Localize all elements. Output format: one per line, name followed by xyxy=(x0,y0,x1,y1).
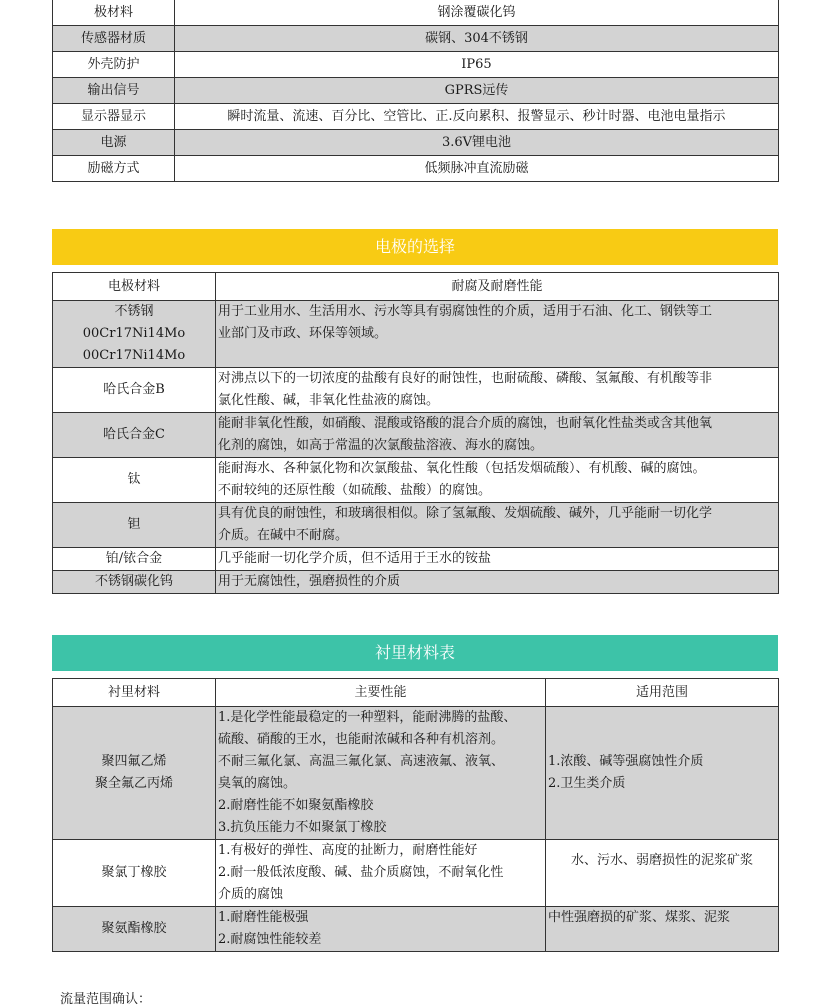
desc-cell: 用于无腐蚀性，强磨损性的介质 xyxy=(216,571,779,594)
table-row xyxy=(53,907,779,952)
table-header-row xyxy=(53,273,779,301)
range-line: 1.浓酸、碱等强腐蚀性介质 xyxy=(548,754,704,769)
electrode-table xyxy=(52,272,779,594)
perf-line: 臭氧的腐蚀。 xyxy=(218,776,297,791)
table-row xyxy=(53,503,779,548)
desc-line: 用于工业用水、生活用水、污水等具有弱腐蚀性的介质，适用于石油、化工、钢铁等工 xyxy=(218,304,713,319)
desc-cell xyxy=(216,413,779,458)
desc-line: 能耐非氧化性酸，如硝酸、混酸或铬酸的混合介质的腐蚀，也耐氧化性盐类或含其他氧 xyxy=(218,416,713,431)
table-row xyxy=(53,571,779,594)
desc-line: 氯化性酸、碱，非氧化性盐液的腐蚀。 xyxy=(218,393,440,408)
perf-line: 3.抗负压能力不如聚氯丁橡胶 xyxy=(218,820,387,835)
desc-line: 对沸点以下的一切浓度的盐酸有良好的耐蚀性，也耐硫酸、磷酸、氢氟酸、有机酸等非 xyxy=(218,371,713,386)
desc-cell xyxy=(216,458,779,503)
desc-line: 能耐海水、各种氯化物和次氯酸盐、氧化性酸（包括发烟硫酸）、有机酸、碱的腐蚀。 xyxy=(218,461,706,476)
electrode-section-title: 电极的选择 xyxy=(52,229,778,265)
range-cell: 中性强磨损的矿浆、煤浆、泥浆 xyxy=(546,907,779,952)
perf-line: 1.耐磨性能极强 xyxy=(218,910,309,925)
material-cell: 钽 xyxy=(53,503,216,548)
spec-label: 极材料 xyxy=(53,0,175,26)
perf-line: 2.耐腐蚀性能较差 xyxy=(218,932,322,947)
table-row xyxy=(53,26,779,52)
material-cell: 哈氏合金C xyxy=(53,413,216,458)
material-cell: 铂/铱合金 xyxy=(53,548,216,571)
table-row xyxy=(53,0,779,26)
desc-line: 具有优良的耐蚀性，和玻璃很相似。除了氢氟酸、发烟硫酸、碱外，几乎能耐一切化学 xyxy=(218,506,713,521)
table-row xyxy=(53,413,779,458)
material-line: 聚全氟乙丙烯 xyxy=(94,776,173,791)
material-cell: 钛 xyxy=(53,458,216,503)
desc-cell xyxy=(216,368,779,413)
table-row xyxy=(53,840,779,907)
desc-line: 介质。在碱中不耐腐。 xyxy=(218,528,349,543)
perf-line: 1.是化学性能最稳定的一种塑料，能耐沸腾的盐酸、 xyxy=(218,710,517,725)
flow-range-label: 流量范围确认： xyxy=(60,992,152,1007)
perf-line: 不耐三氟化氯、高温三氟化氯、高速液氟、液氧、 xyxy=(218,754,505,769)
spec-label: 输出信号 xyxy=(53,78,175,104)
perf-line: 1.有极好的弹性、高度的扯断力，耐磨性能好 xyxy=(218,843,478,858)
table-row xyxy=(53,156,779,182)
material-cell: 哈氏合金B xyxy=(53,368,216,413)
column-header: 电极材料 xyxy=(53,273,216,301)
spec-value: GPRS远传 xyxy=(175,78,779,104)
desc-line: 化剂的腐蚀，如高于常温的次氯酸盐溶液、海水的腐蚀。 xyxy=(218,438,544,453)
range-cell xyxy=(546,707,779,840)
lining-table xyxy=(52,678,779,952)
perf-cell xyxy=(216,907,546,952)
perf-cell xyxy=(216,707,546,840)
perf-line: 介质的腐蚀 xyxy=(218,887,284,902)
spec-value: 低频脉冲直流励磁 xyxy=(175,156,779,182)
perf-line: 2.耐一般低浓度酸、碱、盐介质腐蚀，不耐氧化性 xyxy=(218,865,504,880)
material-cell xyxy=(53,301,216,368)
table-row xyxy=(53,130,779,156)
material-line: 00Cr17Ni14Mo xyxy=(82,326,186,341)
material-cell: 聚氯丁橡胶 xyxy=(53,840,216,907)
table-row xyxy=(53,78,779,104)
column-header: 衬里材料 xyxy=(53,679,216,707)
material-line: 不锈钢 xyxy=(114,304,154,319)
material-line: 聚四氟乙烯 xyxy=(101,754,167,769)
spec-value: 钢涂覆碳化钨 xyxy=(175,0,779,26)
spec-label: 显示器显示 xyxy=(53,104,175,130)
column-header: 耐腐及耐磨性能 xyxy=(216,273,779,301)
desc-cell: 几乎能耐一切化学介质，但不适用于王水的铵盐 xyxy=(216,548,779,571)
table-row xyxy=(53,301,779,368)
range-line: 2.卫生类介质 xyxy=(548,776,626,791)
desc-line: 业部门及市政、环保等领域。 xyxy=(218,326,388,341)
spec-label: 电源 xyxy=(53,130,175,156)
desc-line: 不耐较纯的还原性酸（如硫酸、盐酸）的腐蚀。 xyxy=(218,483,492,498)
spec-label: 传感器材质 xyxy=(53,26,175,52)
perf-line: 2.耐磨性能不如聚氨酯橡胶 xyxy=(218,798,374,813)
spec-table xyxy=(52,0,779,182)
material-cell: 聚氨酯橡胶 xyxy=(53,907,216,952)
lining-section-title: 衬里材料表 xyxy=(52,635,778,671)
spec-label: 外壳防护 xyxy=(53,52,175,78)
material-line: 00Cr17Ni14Mo xyxy=(82,348,186,363)
table-row xyxy=(53,458,779,503)
material-cell: 不锈钢碳化钨 xyxy=(53,571,216,594)
column-header: 主要性能 xyxy=(216,679,546,707)
material-cell xyxy=(53,707,216,840)
spec-value: IP65 xyxy=(175,52,779,78)
range-cell: 水、污水、弱磨损性的泥浆矿浆 xyxy=(546,840,779,907)
spec-value: 3.6V锂电池 xyxy=(175,130,779,156)
table-row xyxy=(53,548,779,571)
spec-value: 瞬时流量、流速、百分比、空管比、正.反向累积、报警显示、秒计时器、电池电量指示 xyxy=(175,104,779,130)
table-row xyxy=(53,104,779,130)
desc-cell xyxy=(216,503,779,548)
table-row xyxy=(53,52,779,78)
spec-label: 励磁方式 xyxy=(53,156,175,182)
perf-cell xyxy=(216,840,546,907)
table-row xyxy=(53,368,779,413)
spec-value: 碳钢、304不锈钢 xyxy=(175,26,779,52)
table-row xyxy=(53,707,779,840)
desc-cell xyxy=(216,301,779,368)
table-header-row xyxy=(53,679,779,707)
column-header: 适用范围 xyxy=(546,679,779,707)
perf-line: 硫酸、硝酸的王水，也能耐浓碱和各种有机溶剂。 xyxy=(218,732,505,747)
